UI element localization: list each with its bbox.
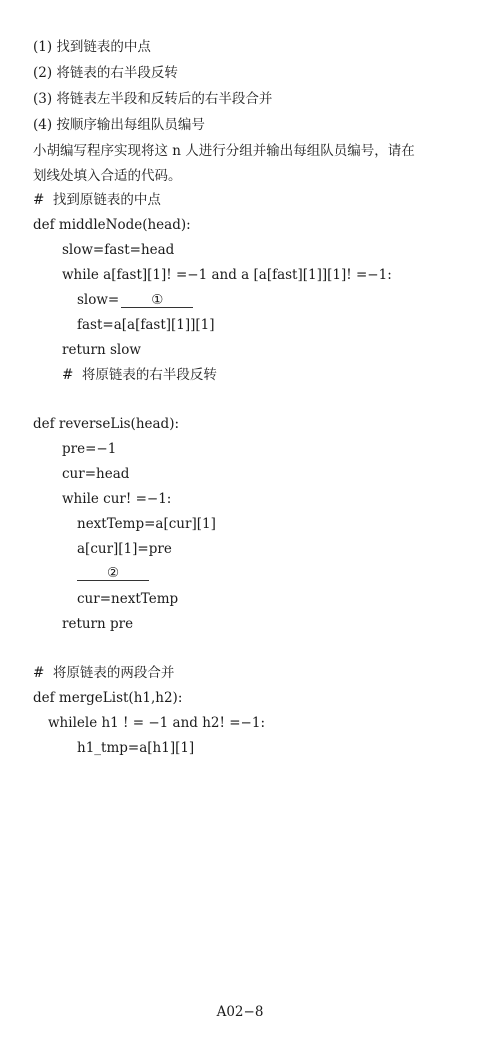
def-reverse-lis: def reverseLis(head): <box>33 416 180 432</box>
intro-line-1: 小胡编写程序实现将这 n 人进行分组并输出每组队员编号，请在 <box>33 143 415 159</box>
while-middle: while a[fast][1]! =−1 and a [a[fast][1]][1]! =−1: <box>62 267 392 283</box>
step-3: (3) 将链表左半段和反转后的右半段合并 <box>33 91 273 107</box>
while-merge: whilele h1 ! = −1 and h2! =−1: <box>48 715 265 731</box>
comment-merge: # 将原链表的两段合并 <box>33 665 175 681</box>
pre-init: pre=−1 <box>62 441 117 457</box>
slow-assign-line <box>77 291 193 309</box>
blank-2[interactable]: ② <box>77 564 149 581</box>
def-merge-list: def mergeList(h1,h2): <box>33 690 183 706</box>
step-4: (4) 按顺序输出每组队员编号 <box>33 117 205 133</box>
cur-next: cur=nextTemp <box>77 591 179 607</box>
blank-2-line <box>77 564 149 582</box>
page-number: A02−8 <box>216 1004 264 1020</box>
a-cur-pre: a[cur][1]=pre <box>77 541 172 557</box>
slow-fast-init: slow=fast=head <box>62 242 175 258</box>
comment-find-middle: # 找到原链表的中点 <box>33 192 161 208</box>
step-2: (2) 将链表的右半段反转 <box>33 65 178 81</box>
fast-assign: fast=a[a[fast][1]][1] <box>77 317 215 333</box>
step-1: (1) 找到链表的中点 <box>33 39 151 55</box>
return-pre: return pre <box>62 616 134 632</box>
while-reverse: while cur! =−1: <box>62 491 172 507</box>
slow-assign: slow= <box>77 292 120 308</box>
blank-1[interactable]: ① <box>121 291 193 308</box>
next-temp: nextTemp=a[cur][1] <box>77 516 216 532</box>
cur-init: cur=head <box>62 466 130 482</box>
comment-reverse-right: # 将原链表的右半段反转 <box>62 367 217 383</box>
intro-line-2: 划线处填入合适的代码。 <box>33 168 182 184</box>
h1-tmp: h1_tmp=a[h1][1] <box>77 740 195 756</box>
return-slow: return slow <box>62 342 141 358</box>
def-middle-node: def middleNode(head): <box>33 217 191 233</box>
